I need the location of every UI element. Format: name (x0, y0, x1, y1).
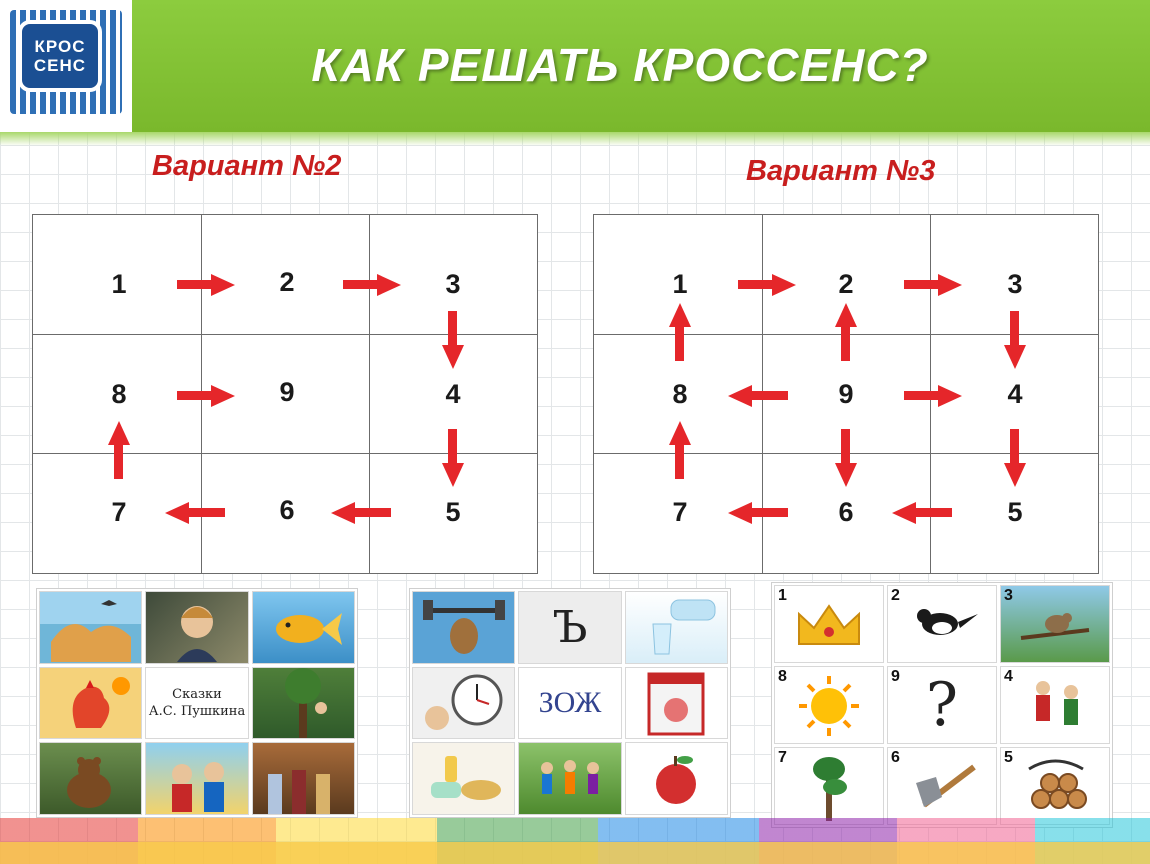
v2-cell-3: 3 (445, 269, 461, 299)
arrow-down-icon (835, 429, 857, 487)
arrow-up-icon (669, 303, 691, 361)
pushkin-tales-caption (145, 667, 248, 740)
pic-number-4: 4 (1004, 668, 1013, 685)
water-bottle-image (625, 591, 728, 664)
v3-cell-6: 6 (838, 497, 854, 527)
v2-cell-5: 5 (445, 497, 461, 527)
v2-cell-2: 2 (279, 267, 295, 297)
pic-number-1: 1 (778, 587, 787, 604)
crown-image (774, 585, 884, 663)
bird-on-branch-image (1000, 585, 1110, 663)
v3-cell-3: 3 (1007, 269, 1023, 299)
golden-cockerel-image (39, 667, 142, 740)
arrow-right-icon (343, 274, 403, 296)
arrow-down-icon (1004, 429, 1026, 487)
v2-cell-8: 8 (111, 379, 127, 409)
pic-number-6: 6 (891, 749, 900, 766)
arrow-right-icon (177, 274, 237, 296)
v2-cell-7: 7 (111, 497, 127, 527)
logo (0, 0, 132, 132)
book-image (625, 667, 728, 740)
arrow-right-icon (177, 385, 237, 407)
running-children-image (518, 742, 621, 815)
question-mark: ? (925, 670, 959, 740)
arrow-right-icon (904, 274, 964, 296)
arrow-down-icon (442, 429, 464, 487)
pic-number-7: 7 (778, 749, 787, 766)
balda-tale-image (145, 742, 248, 815)
arrow-left-icon (331, 502, 391, 524)
arrow-right-icon (904, 385, 964, 407)
royal-court-image (252, 742, 355, 815)
variant-3-grid (593, 214, 1099, 574)
golden-fish-image (252, 591, 355, 664)
zoj-text: ЗОЖ (538, 685, 602, 719)
arrow-up-icon (108, 421, 130, 479)
pic-number-2: 2 (891, 587, 900, 604)
fairytale-characters-image (1000, 666, 1110, 744)
sun-image (774, 666, 884, 744)
bear-forest-image (39, 742, 142, 815)
v3-cell-7: 7 (672, 497, 688, 527)
apple-image (625, 742, 728, 815)
axe-image (887, 747, 997, 825)
v3-cell-5: 5 (1007, 497, 1023, 527)
v3-cell-1: 1 (672, 269, 688, 299)
pushkin-crossens (36, 588, 358, 818)
healthy-lifestyle-crossens (409, 588, 731, 818)
hard-sign-image (518, 591, 621, 664)
caption-line-1: Сказки (172, 686, 222, 702)
clock-image (412, 667, 515, 740)
v2-cell-6: 6 (279, 495, 295, 525)
logo-badge (18, 20, 102, 92)
arrow-left-icon (728, 502, 788, 524)
pic-number-3: 3 (1004, 587, 1013, 604)
soap-sponge-image (412, 742, 515, 815)
decorative-floor-line (0, 842, 1150, 864)
pine-tree-image (774, 747, 884, 825)
firewood-image (1000, 747, 1110, 825)
logo-line-1: КРОС (34, 37, 86, 56)
pic-number-9: 9 (891, 668, 900, 685)
v3-cell-8: 8 (672, 379, 688, 409)
arrow-left-icon (165, 502, 225, 524)
arrow-up-icon (669, 421, 691, 479)
pushkin-portrait-image (145, 591, 248, 664)
weightlifter-image (412, 591, 515, 664)
v2-cell-4: 4 (445, 379, 461, 409)
v3-cell-2: 2 (838, 269, 854, 299)
arrow-right-icon (738, 274, 798, 296)
v2-cell-1: 1 (111, 269, 127, 299)
pic-number-8: 8 (778, 668, 787, 685)
arrow-left-icon (728, 385, 788, 407)
header-stripe (0, 132, 1150, 146)
question-mark-cell (887, 666, 997, 744)
variant-2-label: Вариант №2 (152, 150, 342, 182)
v3-cell-9: 9 (838, 379, 854, 409)
arrow-down-icon (442, 311, 464, 369)
pic-number-5: 5 (1004, 749, 1013, 766)
page-title: КАК РЕШАТЬ КРОССЕНС? (311, 39, 929, 91)
mermaid-tree-image (252, 667, 355, 740)
arrow-left-icon (892, 502, 952, 524)
v2-cell-9: 9 (279, 377, 295, 407)
arrow-down-icon (1004, 311, 1026, 369)
arrow-up-icon (835, 303, 857, 361)
magpie-image (887, 585, 997, 663)
variant-3-label: Вариант №3 (746, 155, 936, 187)
v3-cell-4: 4 (1007, 379, 1023, 409)
sea-tale-image (39, 591, 142, 664)
hard-sign-letter: Ъ (552, 601, 588, 653)
logo-line-2: СЕНС (33, 56, 87, 75)
caption-line-2: А.С. Пушкина (148, 703, 246, 719)
variant-2-grid (32, 214, 538, 574)
numbered-crossens (771, 582, 1113, 828)
zoj-caption (518, 667, 621, 740)
